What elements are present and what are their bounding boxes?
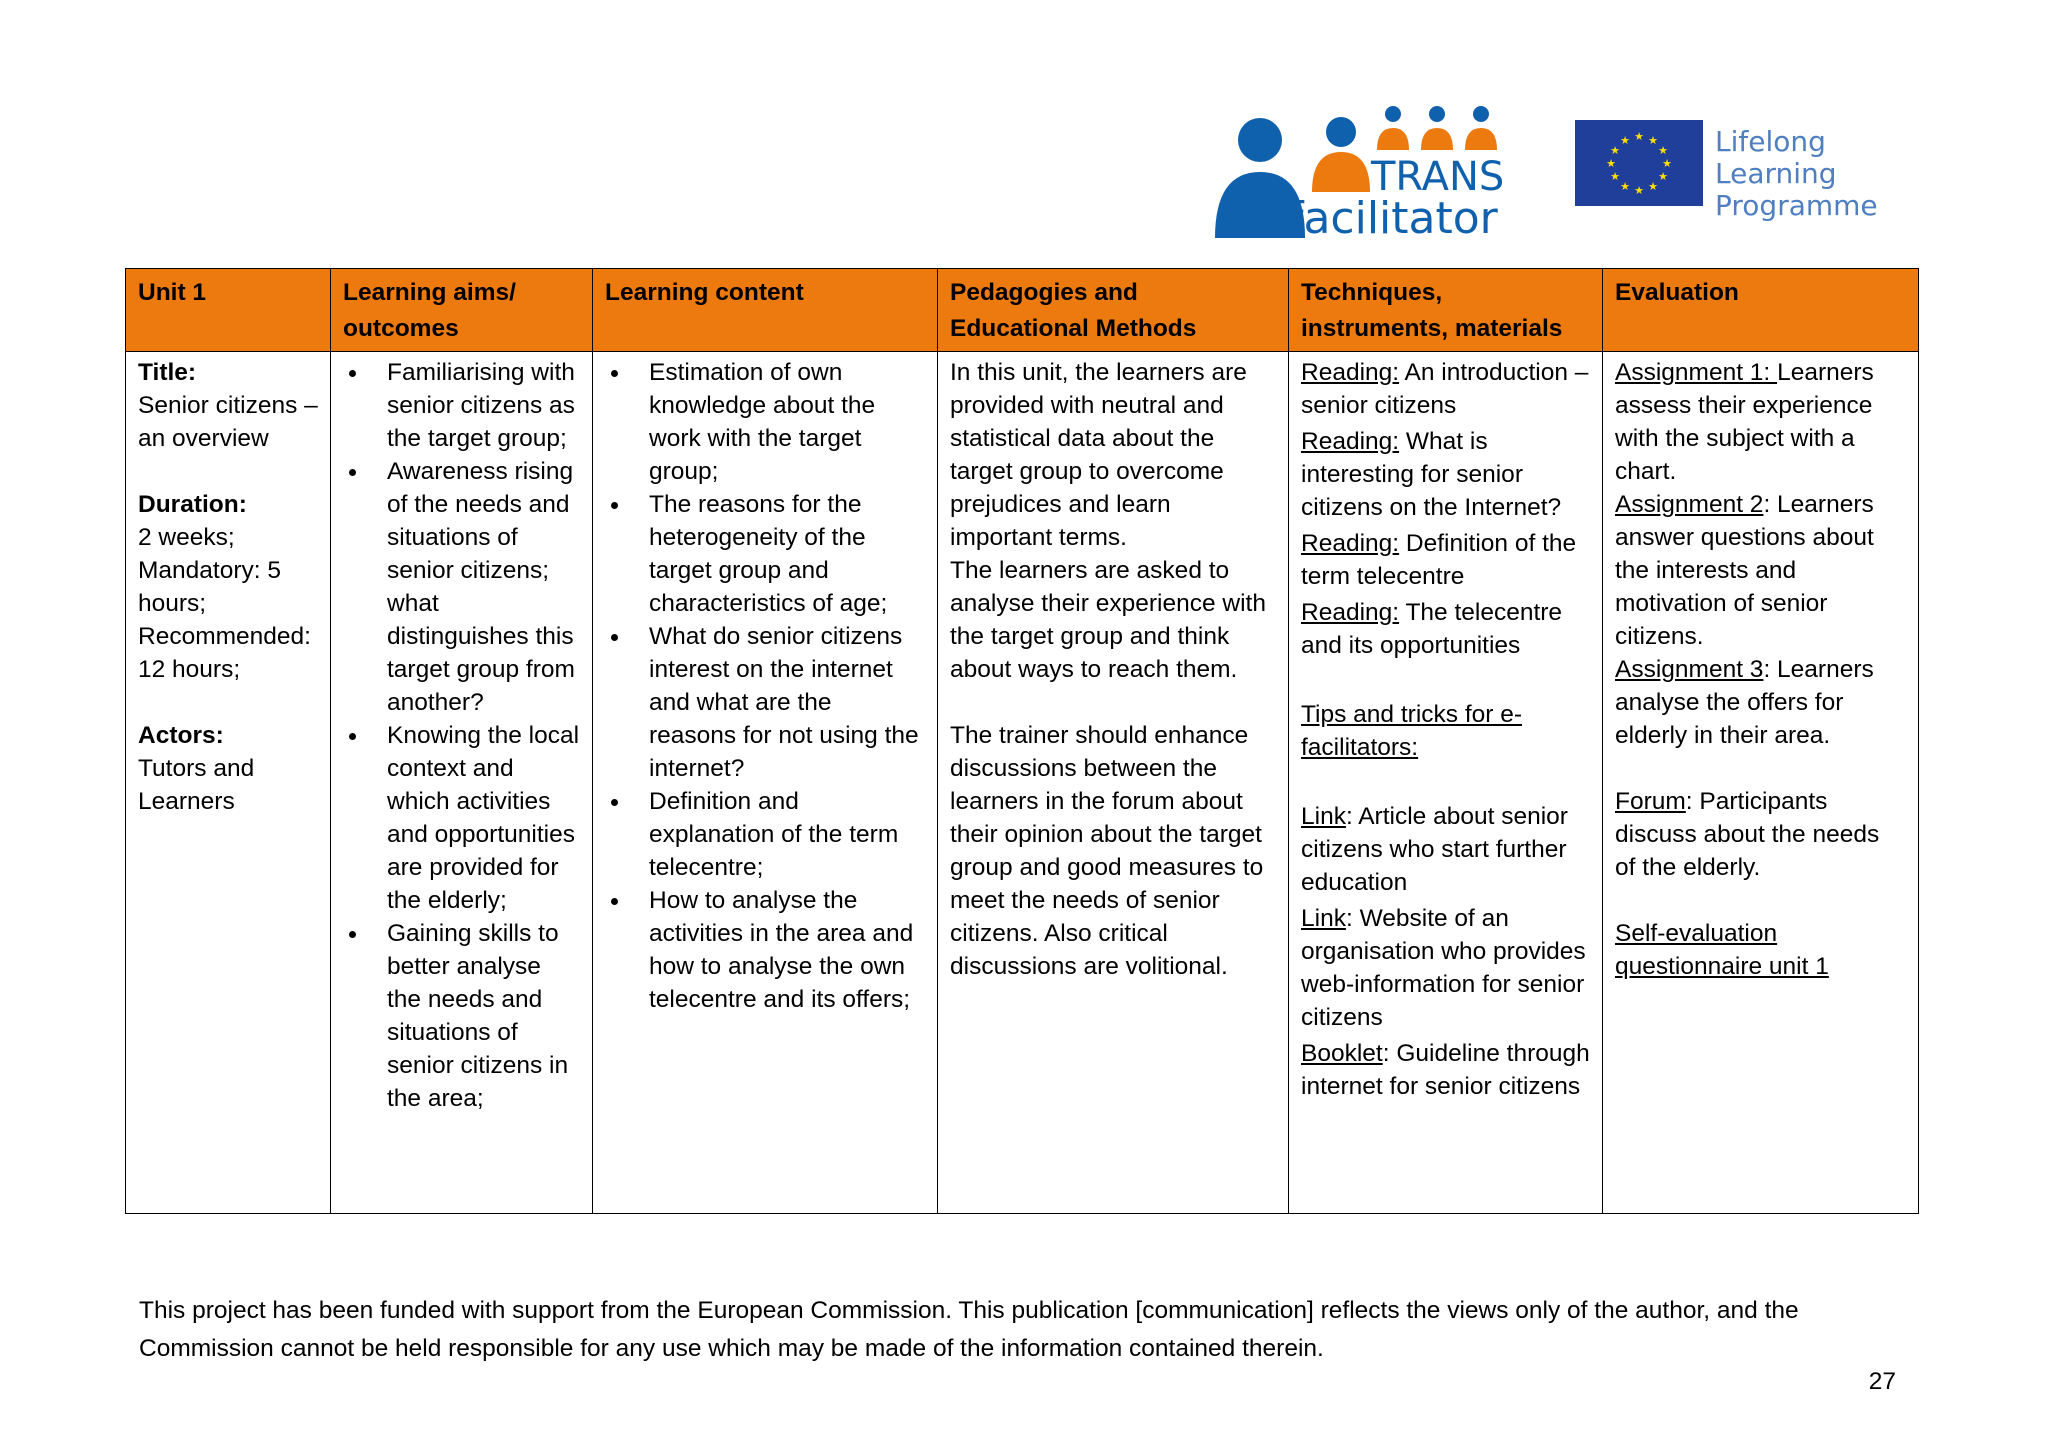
funding-disclaimer: This project has been funded with support from the European Commission. This publication [communication] reflects the views only of the author, and the Commission cannot be held responsible for any use which may be made of the information contained therein. [139, 1297, 1799, 1362]
title-label: Title: [138, 359, 197, 386]
trans-efacilitator-logo [1205, 100, 1505, 240]
duration-line: Recommended: 12 hours; [138, 623, 311, 683]
header-unit: Unit 1 [126, 269, 331, 352]
reading-link[interactable]: Reading: [1301, 599, 1400, 626]
svg-text:★: ★ [1648, 134, 1658, 147]
svg-text:★: ★ [1606, 157, 1616, 170]
resource-item: Booklet: Guideline through internet for senior citizens [1301, 1040, 1590, 1100]
aim-item: Familiarising with senior citizens as the target group; [343, 356, 580, 455]
table-header-row [126, 269, 1919, 352]
unit-table [125, 268, 1919, 1214]
resource-link[interactable]: Booklet [1301, 1040, 1383, 1067]
duration-label: Duration: [138, 491, 247, 518]
reading-link[interactable]: Reading: [1301, 428, 1400, 455]
assignment-item: Assignment 3: Learners analyse the offers for elderly in their area. [1615, 656, 1874, 749]
aim-item: Awareness rising of the needs and situations of senior citizens; what distinguishes this target group from another? [343, 455, 580, 719]
forum-item: Forum: Participants discuss about the needs of the elderly. [1615, 788, 1880, 881]
resource-item: Link: Article about senior citizens who start further education [1301, 803, 1568, 896]
svg-text:★: ★ [1620, 134, 1630, 147]
header-evaluation: Evaluation [1603, 269, 1919, 352]
llp-line-2: Learning [1715, 157, 1837, 190]
header-techniques: Techniques, instruments, materials [1289, 269, 1603, 352]
resource-link[interactable]: Link [1301, 905, 1346, 932]
pedagogy-paragraph: In this unit, the learners are provided with neutral and statistical data about the target group to overcome prejudices and learn important terms. [950, 359, 1247, 551]
svg-text:★: ★ [1610, 170, 1620, 183]
content-item: Definition and explanation of the term telecentre; [605, 785, 925, 884]
reading-link[interactable]: Reading: [1301, 359, 1400, 386]
evaluation-cell [1603, 352, 1919, 1214]
header-learning-aims: Learning aims/ outcomes [331, 269, 593, 352]
content-item: The reasons for the heterogeneity of the target group and characteristics of age; [605, 488, 925, 620]
reading-link[interactable]: Reading: [1301, 530, 1400, 557]
content-cell [593, 352, 938, 1214]
svg-text:★: ★ [1658, 144, 1668, 157]
svg-text:★: ★ [1658, 170, 1668, 183]
llp-line-1: Lifelong [1715, 125, 1826, 158]
reading-item: Reading: An introduction – senior citizens [1301, 359, 1589, 419]
resource-link[interactable]: Link [1301, 803, 1346, 830]
actors-label: Actors: [138, 722, 224, 749]
reading-item: Reading: The telecentre and its opportunities [1301, 599, 1563, 659]
assignment-link[interactable]: Assignment 3 [1615, 656, 1764, 683]
svg-text:★: ★ [1610, 144, 1620, 157]
resource-item: Link: Website of an organisation who provides web-information for senior citizens [1301, 905, 1586, 1031]
efacilitator-text: e-facilitator [1245, 193, 1498, 240]
aims-cell [331, 352, 593, 1214]
svg-text:★: ★ [1620, 180, 1630, 193]
content-item: Estimation of own knowledge about the work with the target group; [605, 356, 925, 488]
header-logos [1205, 100, 1885, 240]
reading-item: Reading: What is interesting for senior citizens on the Internet? [1301, 428, 1562, 521]
duration-line: Mandatory: 5 hours; [138, 557, 281, 617]
assignment-item: Assignment 2: Learners answer questions about the interests and motivation of senior citizens. [1615, 491, 1874, 650]
header-pedagogies: Pedagogies and Educational Methods [938, 269, 1289, 352]
eu-flag-icon [1575, 120, 1703, 206]
lifelong-learning-programme-logo [1575, 120, 1885, 222]
pedagogies-cell [938, 352, 1289, 1214]
pedagogy-paragraph: The trainer should enhance discussions between the learners in the forum about their opinion about the target group and good measures to meet the needs of senior citizens. Also critical discussions are volitional. [950, 722, 1264, 980]
self-evaluation-link[interactable]: Self-evaluation questionnaire unit 1 [1615, 920, 1829, 980]
duration-line: 2 weeks; [138, 524, 235, 551]
forum-link[interactable]: Forum [1615, 788, 1686, 815]
llp-line-3: Programme [1715, 189, 1878, 222]
svg-text:★: ★ [1648, 180, 1658, 193]
header-learning-content: Learning content [593, 269, 938, 352]
trans-text: TRANS [1371, 154, 1505, 200]
page-number: 27 [1868, 1368, 1896, 1395]
table-row [126, 352, 1919, 1214]
aim-item: Knowing the local context and which activities and opportunities are provided for the elderly; [343, 719, 580, 917]
svg-text:★: ★ [1634, 130, 1644, 143]
assignment-item: Assignment 1: Learners assess their experience with the subject with a chart. [1615, 359, 1874, 485]
svg-text:★: ★ [1634, 184, 1644, 197]
tips-heading-link[interactable]: Tips and tricks for e-facilitators: [1301, 701, 1523, 761]
assignment-link[interactable]: Assignment 2 [1615, 491, 1764, 518]
title-value: Senior citizens – an overview [138, 392, 318, 452]
reading-item: Reading: Definition of the term telecentre [1301, 530, 1577, 590]
svg-text:★: ★ [1662, 157, 1672, 170]
assignment-link[interactable]: Assignment 1: [1615, 359, 1778, 386]
unit-cell [126, 352, 331, 1214]
content-item: How to analyse the activities in the area and how to analyse the own telecentre and its offers; [605, 884, 925, 1016]
content-item: What do senior citizens interest on the internet and what are the reasons for not using the internet? [605, 620, 925, 785]
actors-value: Tutors and Learners [138, 755, 255, 815]
techniques-cell [1289, 352, 1603, 1214]
aim-item: Gaining skills to better analyse the needs and situations of senior citizens in the area; [343, 917, 580, 1115]
pedagogy-paragraph: The learners are asked to analyse their experience with the target group and think about ways to reach them. [950, 557, 1266, 683]
